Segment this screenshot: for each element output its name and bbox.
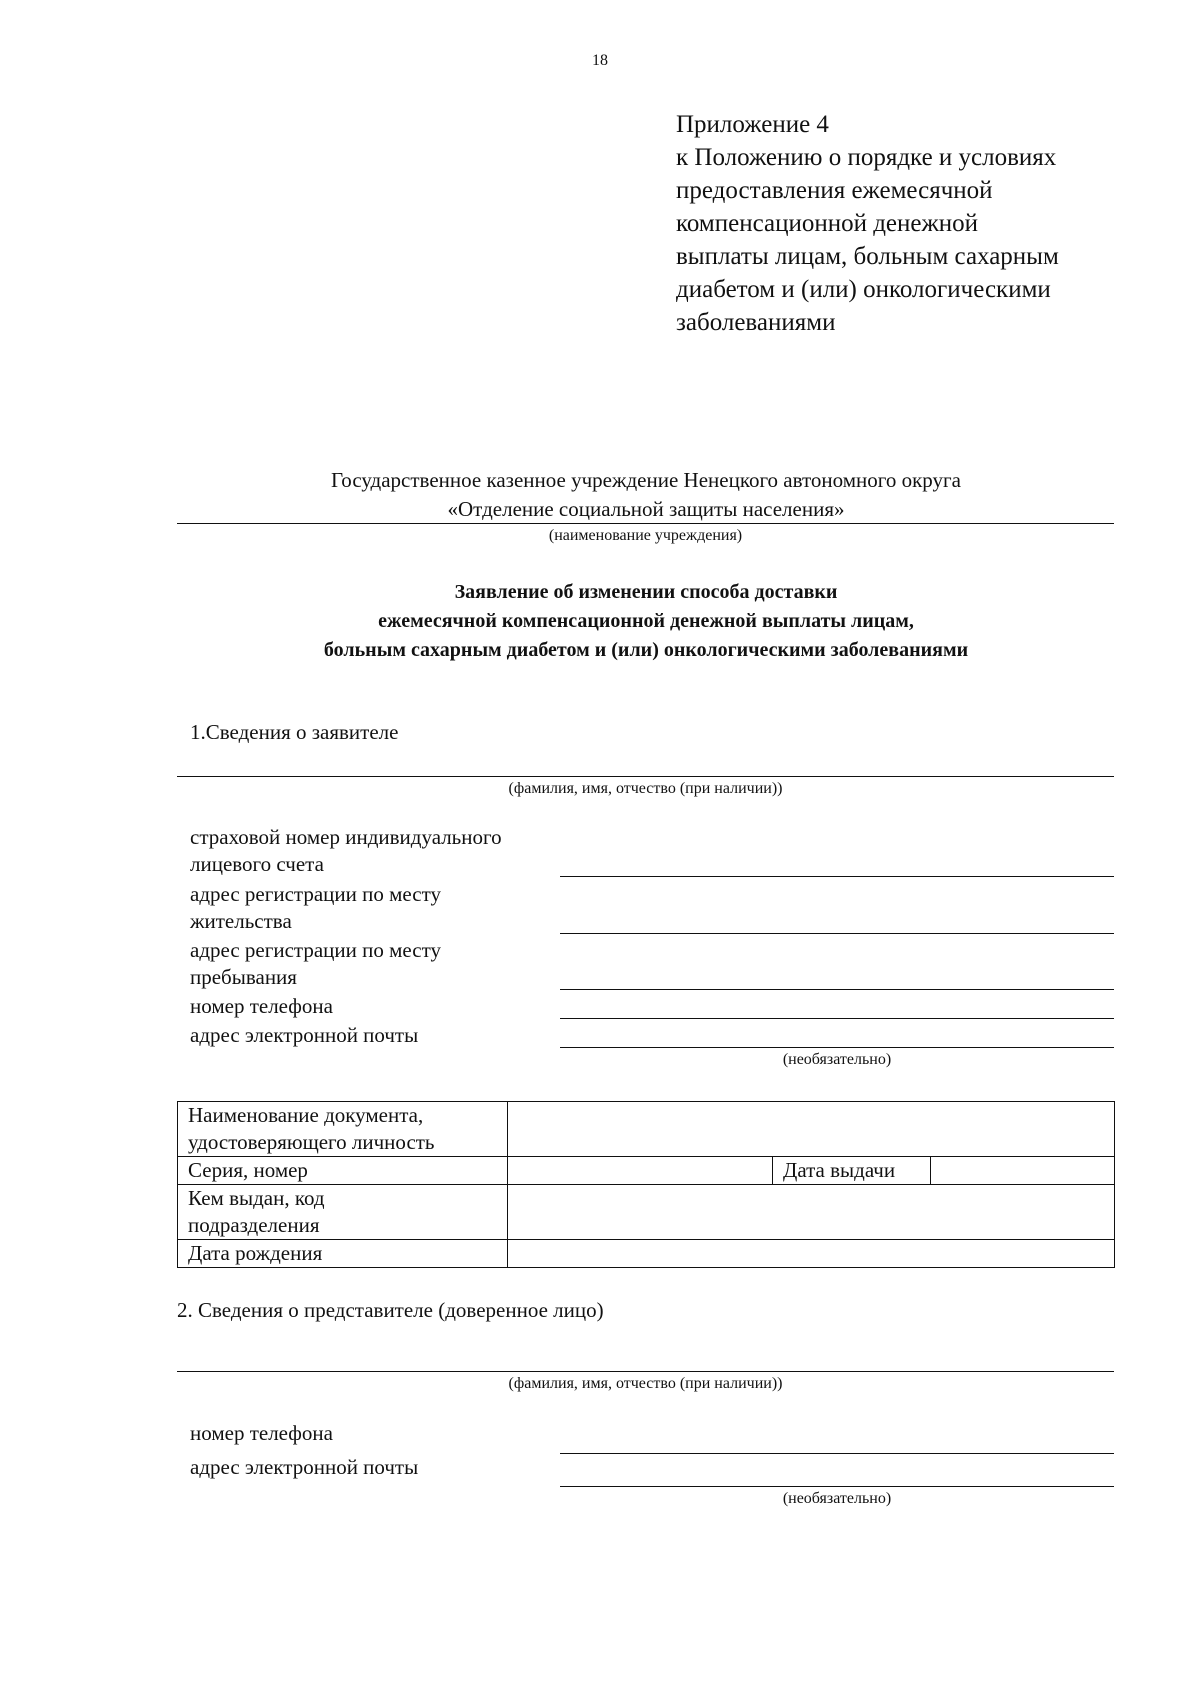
representative-name-caption: (фамилия, имя, отчество (при наличии)): [508, 1375, 783, 1392]
table-row: [178, 1157, 1115, 1185]
snils-label-line: лицевого счета: [190, 852, 324, 876]
email-label: адрес электронной почты: [190, 1023, 419, 1047]
institution-name: [178, 466, 1114, 524]
series-number-value-cell[interactable]: [508, 1157, 773, 1185]
birth-date-label: Дата рождения: [178, 1240, 508, 1268]
issue-date-label: Дата выдачи: [773, 1157, 931, 1185]
issued-by-value-cell[interactable]: [508, 1185, 1115, 1240]
identity-document-table: [177, 1101, 1115, 1268]
title-line: Заявление об изменении способа доставки: [454, 581, 838, 603]
registration-stay-label: [190, 937, 441, 991]
applicant-name-caption: (фамилия, имя, отчество (при наличии)): [508, 780, 783, 797]
appendix-line: Приложение 4: [676, 111, 829, 138]
representative-phone-label: номер телефона: [190, 1421, 333, 1445]
email-optional-caption: (необязательно): [782, 1051, 892, 1068]
doc-name-label-cell: [178, 1102, 508, 1157]
registration-stay-label-line: пребывания: [190, 965, 297, 989]
email-field[interactable]: [560, 1047, 1114, 1048]
registration-stay-label-line: адрес регистрации по месту: [190, 938, 441, 962]
table-row: [178, 1185, 1115, 1240]
birth-date-value-cell[interactable]: [508, 1240, 1115, 1268]
issued-by-label-cell: [178, 1185, 508, 1240]
appendix-line: заболеваниями: [676, 309, 836, 336]
registration-residence-label-line: адрес регистрации по месту: [190, 882, 441, 906]
phone-field[interactable]: [560, 1018, 1114, 1019]
title-line: больным сахарным диабетом и (или) онкологическими заболеваниями: [323, 639, 969, 661]
registration-stay-field[interactable]: [560, 989, 1114, 990]
table-row: [178, 1240, 1115, 1268]
doc-name-label-line: удостоверяющего личность: [188, 1130, 435, 1154]
appendix-line: компенсационной денежной: [676, 210, 979, 237]
doc-name-value-cell[interactable]: [508, 1102, 1115, 1157]
registration-residence-label-line: жительства: [190, 909, 292, 933]
institution-name-line: «Отделение социальной защиты населения»: [447, 497, 845, 521]
representative-email-field[interactable]: [560, 1486, 1114, 1487]
snils-field[interactable]: [560, 876, 1114, 877]
representative-email-label: адрес электронной почты: [190, 1455, 419, 1479]
registration-residence-label: [190, 881, 441, 935]
snils-label-line: страховой номер индивидуального: [190, 825, 502, 849]
institution-name-line: Государственное казенное учреждение Ненецкого автономного округа: [331, 468, 961, 492]
applicant-name-field[interactable]: [177, 776, 1114, 777]
snils-label: [190, 824, 502, 878]
registration-residence-field[interactable]: [560, 933, 1114, 934]
section2-heading: 2. Сведения о представителе (доверенное лицо): [177, 1298, 604, 1322]
issued-by-label-line: Кем выдан, код: [188, 1186, 325, 1210]
phone-label: номер телефона: [190, 994, 333, 1018]
table-row: [178, 1102, 1115, 1157]
appendix-line: к Положению о порядке и условиях: [676, 144, 1057, 171]
document-title: [178, 578, 1114, 665]
section1-heading: 1.Сведения о заявителе: [190, 720, 399, 744]
representative-name-field[interactable]: [177, 1371, 1114, 1372]
representative-email-optional-caption: (необязательно): [782, 1490, 892, 1507]
title-line: ежемесячной компенсационной денежной выплаты лицам,: [378, 610, 914, 632]
institution-rule: [177, 523, 1114, 524]
institution-caption: (наименование учреждения): [548, 527, 743, 544]
appendix-line: выплаты лицам, больным сахарным: [676, 243, 1059, 270]
doc-name-label-line: Наименование документа,: [188, 1103, 424, 1127]
appendix-line: предоставления ежемесячной: [676, 177, 993, 204]
issued-by-label-line: подразделения: [188, 1213, 320, 1237]
representative-phone-field[interactable]: [560, 1453, 1114, 1454]
issue-date-value-cell[interactable]: [931, 1157, 1115, 1185]
series-number-label: Серия, номер: [178, 1157, 508, 1185]
appendix-block: [676, 108, 1156, 339]
page-number: 18: [592, 52, 608, 69]
appendix-line: диабетом и (или) онкологическими: [676, 276, 1051, 303]
